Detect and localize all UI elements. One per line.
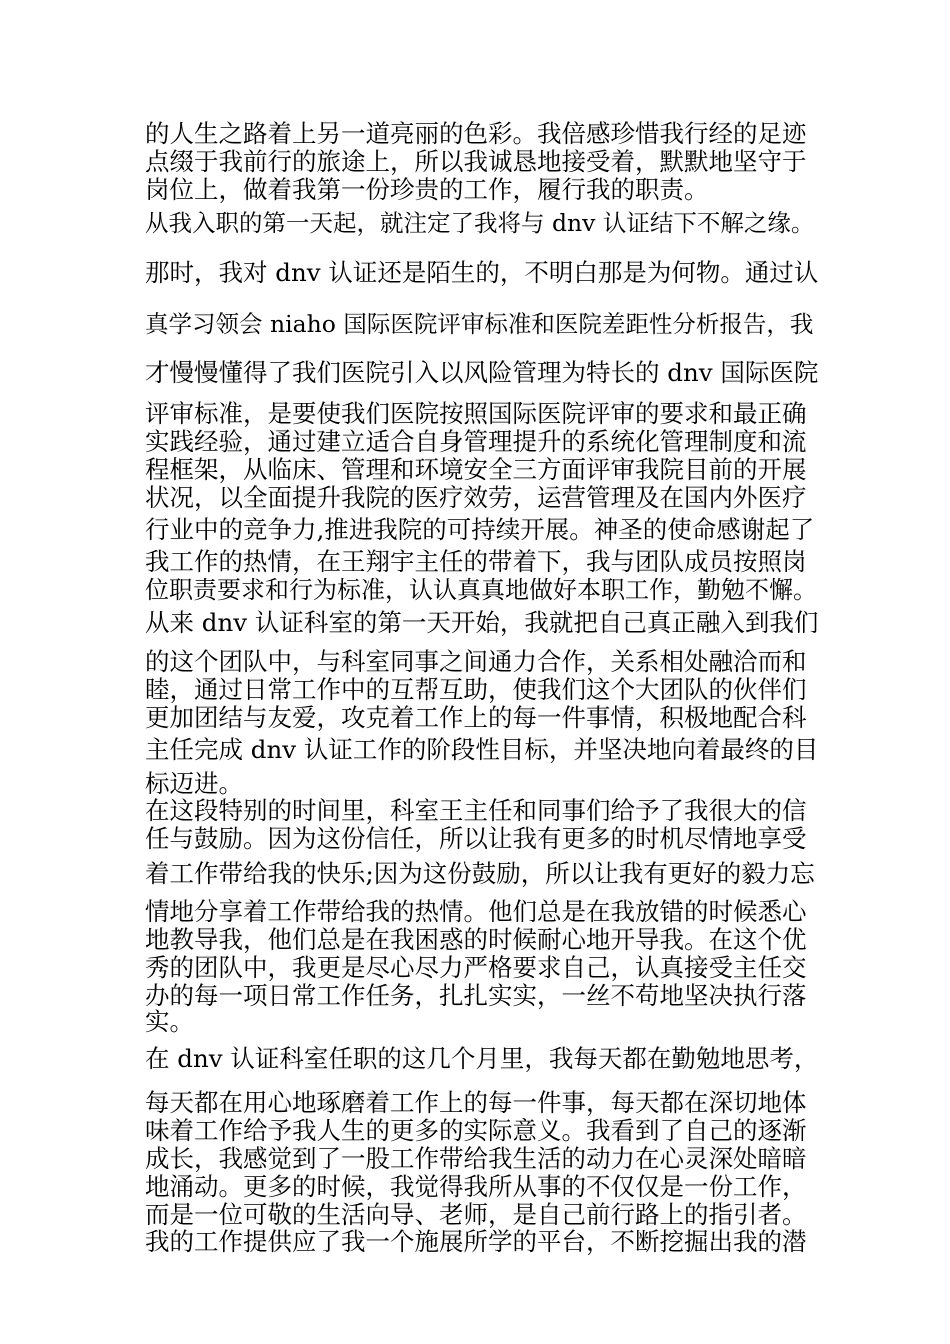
text-line: 主任完成 dnv 认证工作的阶段性目标，并坚决地向着最终的目 — [145, 735, 819, 764]
text-line: 标迈进。 — [145, 769, 243, 798]
text-line: 才慢慢懂得了我们医院引入以风险管理为特长的 dnv 国际医院 — [145, 358, 819, 387]
text-line: 评审标准，是要使我们医院按照国际医院评审的要求和最正确 — [145, 399, 807, 428]
text-line: 真学习领会 niaho 国际医院评审标准和医院差距性分析报告，我 — [145, 310, 814, 338]
text-line: 从我入职的第一天起，就注定了我将与 dnv 认证结下不解之缘。 — [145, 209, 815, 237]
text-line: 实践经验，通过建立适合自身管理提升的系统化管理制度和流 — [145, 427, 807, 456]
text-line: 位职责要求和行为标准，认认真真地做好本职工作，勤勉不懈。 — [145, 576, 817, 604]
text-line: 而是一位可敬的生活向导、老师，是自己前行路上的指引者。 — [145, 1200, 807, 1229]
text-line: 地教导我，他们总是在我困惑的时候耐心地开导我。在这个优 — [145, 925, 807, 954]
text-line: 的这个团队中，与科室同事之间通力合作，关系相处融洽而和 — [145, 647, 807, 676]
text-line: 地涌动。更多的时候，我觉得我所从事的不仅仅是一份工作， — [145, 1172, 807, 1201]
text-line: 味着工作给予我人生的更多的实际意义。我看到了自己的逐渐 — [145, 1116, 807, 1145]
text-line: 程框架，从临床、管理和环境安全三方面评审我院目前的开展 — [145, 455, 807, 484]
text-line: 在这段特别的时间里，科室王主任和同事们给予了我很大的信 — [145, 796, 807, 825]
text-line: 实。 — [145, 1007, 194, 1036]
text-line: 从来 dnv 认证科室的第一天开始，我就把自己真正融入到我们 — [145, 608, 819, 637]
text-line: 着工作带给我的快乐;因为这份鼓励，所以让我有更好的毅力忘 — [145, 859, 815, 888]
text-line: 成长，我感觉到了一股工作带给我生活的动力在心灵深处暗暗 — [145, 1144, 807, 1173]
text-line: 每天都在用心地琢磨着工作上的每一件事，每天都在深切地体 — [145, 1088, 807, 1117]
text-line: 我的工作提供应了我一个施展所学的平台，不断挖掘出我的潜 — [145, 1227, 807, 1256]
text-line: 睦，通过日常工作中的互帮互助，使我们这个大团队的伙伴们 — [145, 675, 807, 704]
text-line: 秀的团队中，我更是尽心尽力严格要求自己，认真接受主任交 — [145, 953, 807, 982]
text-line: 更加团结与友爱，攻克着工作上的每一件事情，积极地配合科 — [145, 703, 807, 732]
text-line: 在 dnv 认证科室任职的这几个月里，我每天都在勤勉地思考， — [145, 1044, 819, 1073]
text-line: 的人生之路着上另一道亮丽的色彩。我倍感珍惜我行经的足迹 — [145, 119, 807, 148]
text-line: 状况，以全面提升我院的医疗效劳，运营管理及在国内外医疗 — [145, 483, 807, 512]
text-line: 情地分享着工作带给我的热情。他们总是在我放错的时候悉心 — [145, 897, 807, 926]
text-line: 那时，我对 dnv 认证还是陌生的，不明白那是为何物。通过认 — [145, 258, 819, 287]
text-line: 行业中的竞争力,推进我院的可持续开展。神圣的使命感谢起了 — [145, 515, 815, 544]
text-line: 岗位上，做着我第一份珍贵的工作，履行我的职责。 — [145, 175, 709, 204]
text-line: 我工作的热情，在王翔宇主任的带着下，我与团队成员按照岗 — [145, 547, 807, 576]
text-line: 点缀于我前行的旅途上，所以我诚恳地接受着，默默地坚守于 — [145, 147, 807, 176]
text-line: 任与鼓励。因为这份信任，所以让我有更多的时机尽情地享受 — [145, 824, 807, 853]
text-line: 办的每一项日常工作任务，扎扎实实，一丝不苟地坚决执行落 — [145, 981, 807, 1010]
